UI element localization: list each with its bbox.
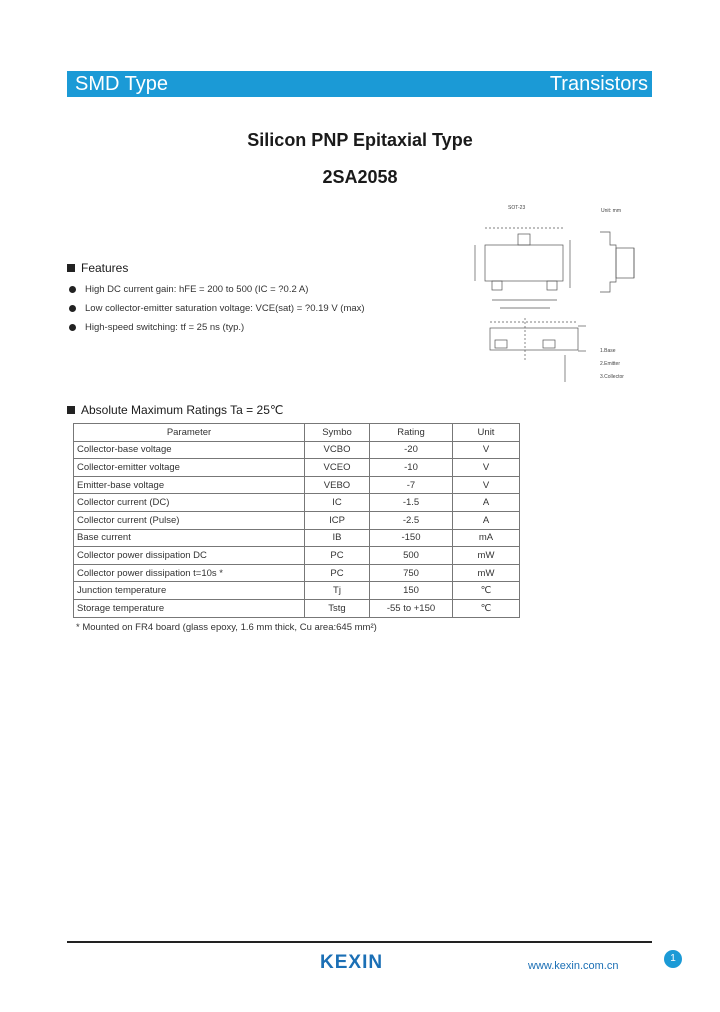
column-header-rating: Rating: [370, 424, 453, 442]
table-header-row: [74, 424, 520, 442]
document-title: Silicon PNP Epitaxial Type: [247, 130, 473, 150]
footer-divider: [67, 941, 652, 943]
website-link[interactable]: www.kexin.com.cn: [528, 960, 619, 972]
bullet-icon: [69, 305, 76, 312]
table-row: Collector current (DC) IC -1.5 A: [74, 494, 520, 512]
package-unit: Unit: mm: [601, 208, 621, 214]
table-row: Collector-base voltage VCBO -20 V: [74, 441, 520, 459]
table-row: Base current IB -150 mA: [74, 529, 520, 547]
header-bar: [67, 71, 652, 97]
table-row: Collector current (Pulse) ICP -2.5 A: [74, 511, 520, 529]
table-row: Storage temperature Tstg -55 to +150 ℃: [74, 599, 520, 617]
package-label: SOT-23: [508, 205, 526, 211]
column-header-symbol: Symbo: [305, 424, 370, 442]
package-pin-2: 2.Emitter: [600, 361, 621, 367]
table-row: Junction temperature Tj 150 ℃: [74, 582, 520, 600]
table-row: Collector-emitter voltage VCEO -10 V: [74, 459, 520, 477]
list-item: High-speed switching: tf = 25 ns (typ.): [67, 318, 365, 337]
ratings-footnote: * Mounted on FR4 board (glass epoxy, 1.6 mm thick, Cu area:645 mm²): [76, 622, 377, 633]
bullet-icon: [69, 286, 76, 293]
package-pin-3: 3.Collector: [600, 374, 624, 380]
square-bullet-icon: [67, 406, 75, 414]
ratings-heading-text: Absolute Maximum Ratings Ta = 25℃: [81, 403, 284, 417]
features-heading: [67, 261, 128, 275]
kexin-logo: KEXIN: [320, 952, 384, 973]
table-row: Collector power dissipation t=10s * PC 750 mW: [74, 564, 520, 582]
list-item: High DC current gain: hFE = 200 to 500 (IC = ?0.2 A): [67, 280, 365, 299]
features-heading-text: Features: [81, 261, 129, 275]
ratings-heading: [67, 403, 283, 417]
list-item: Low collector-emitter saturation voltage: VCE(sat) = ?0.19 V (max): [67, 299, 365, 318]
header-product-type: Transistors: [549, 73, 648, 95]
part-number: 2SA2058: [322, 167, 398, 187]
package-outline-drawing: [470, 200, 650, 385]
table-row: Collector power dissipation DC PC 500 mW: [74, 547, 520, 565]
table-row: Emitter-base voltage VEBO -7 V: [74, 476, 520, 494]
column-header-parameter: Parameter: [74, 424, 305, 442]
header-category: SMD Type: [75, 73, 168, 95]
package-pin-1: 1.Base: [600, 348, 616, 354]
features-list: [67, 280, 365, 337]
column-header-unit: Unit: [453, 424, 520, 442]
bullet-icon: [69, 324, 76, 331]
square-bullet-icon: [67, 264, 75, 272]
ratings-table: [73, 423, 520, 618]
page-number: 1: [664, 950, 682, 968]
